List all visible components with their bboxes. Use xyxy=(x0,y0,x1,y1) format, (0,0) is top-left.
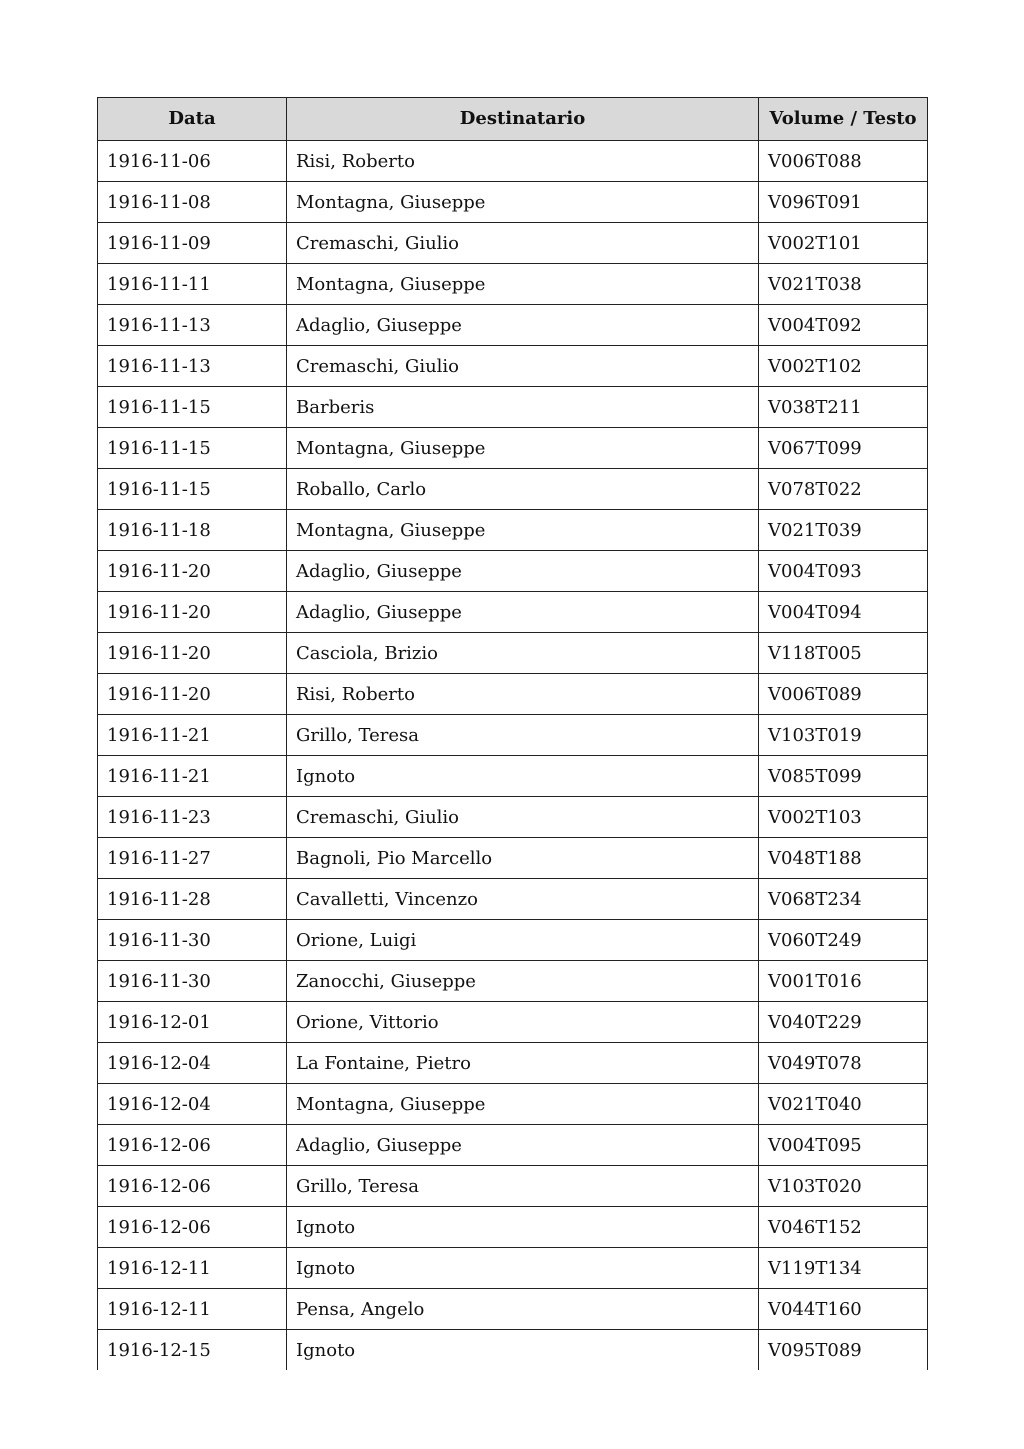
cell-date: 1916-11-08 xyxy=(98,182,287,223)
table-row xyxy=(98,961,928,1002)
cell-recipient: Ignoto xyxy=(287,1330,759,1371)
cell-recipient: Orione, Vittorio xyxy=(287,1002,759,1043)
cell-date: 1916-11-21 xyxy=(98,715,287,756)
cell-recipient: Roballo, Carlo xyxy=(287,469,759,510)
cell-volume-text: V118T005 xyxy=(759,633,928,674)
cell-date: 1916-11-11 xyxy=(98,264,287,305)
header-data: Data xyxy=(98,98,287,141)
table-row xyxy=(98,592,928,633)
cell-date: 1916-11-13 xyxy=(98,305,287,346)
cell-date: 1916-11-15 xyxy=(98,387,287,428)
cell-date: 1916-11-20 xyxy=(98,551,287,592)
cell-volume-text: V096T091 xyxy=(759,182,928,223)
table-row xyxy=(98,1043,928,1084)
cell-recipient: Zanocchi, Giuseppe xyxy=(287,961,759,1002)
cell-volume-text: V103T019 xyxy=(759,715,928,756)
cell-volume-text: V046T152 xyxy=(759,1207,928,1248)
cell-date: 1916-11-06 xyxy=(98,141,287,182)
cell-recipient: Cremaschi, Giulio xyxy=(287,346,759,387)
cell-volume-text: V021T039 xyxy=(759,510,928,551)
table-row xyxy=(98,1084,928,1125)
table-row xyxy=(98,387,928,428)
table-body xyxy=(98,141,928,1371)
table-row xyxy=(98,1330,928,1371)
cell-date: 1916-11-15 xyxy=(98,469,287,510)
cell-date: 1916-11-30 xyxy=(98,920,287,961)
cell-date: 1916-12-04 xyxy=(98,1084,287,1125)
table-row xyxy=(98,674,928,715)
header-volume-testo: Volume / Testo xyxy=(759,98,928,141)
cell-volume-text: V060T249 xyxy=(759,920,928,961)
cell-recipient: Risi, Roberto xyxy=(287,141,759,182)
cell-recipient: La Fontaine, Pietro xyxy=(287,1043,759,1084)
cell-volume-text: V095T089 xyxy=(759,1330,928,1371)
cell-recipient: Montagna, Giuseppe xyxy=(287,182,759,223)
cell-volume-text: V002T102 xyxy=(759,346,928,387)
cell-recipient: Pensa, Angelo xyxy=(287,1289,759,1330)
header-row xyxy=(98,98,928,141)
cell-recipient: Cremaschi, Giulio xyxy=(287,797,759,838)
table-row xyxy=(98,879,928,920)
cell-volume-text: V006T088 xyxy=(759,141,928,182)
cell-date: 1916-11-23 xyxy=(98,797,287,838)
cell-date: 1916-12-06 xyxy=(98,1207,287,1248)
table-row xyxy=(98,1166,928,1207)
cell-recipient: Risi, Roberto xyxy=(287,674,759,715)
table-row xyxy=(98,1002,928,1043)
cell-recipient: Ignoto xyxy=(287,1207,759,1248)
cell-date: 1916-11-21 xyxy=(98,756,287,797)
cell-date: 1916-11-27 xyxy=(98,838,287,879)
table-row xyxy=(98,1125,928,1166)
cell-volume-text: V048T188 xyxy=(759,838,928,879)
cell-recipient: Grillo, Teresa xyxy=(287,715,759,756)
table-row xyxy=(98,633,928,674)
table-row xyxy=(98,510,928,551)
table-row xyxy=(98,223,928,264)
cell-volume-text: V021T038 xyxy=(759,264,928,305)
cell-date: 1916-11-13 xyxy=(98,346,287,387)
cell-volume-text: V049T078 xyxy=(759,1043,928,1084)
table-header xyxy=(98,98,928,141)
cell-volume-text: V085T099 xyxy=(759,756,928,797)
cell-volume-text: V004T093 xyxy=(759,551,928,592)
cell-recipient: Cavalletti, Vincenzo xyxy=(287,879,759,920)
table-row xyxy=(98,756,928,797)
cell-volume-text: V068T234 xyxy=(759,879,928,920)
table-row xyxy=(98,428,928,469)
table-row xyxy=(98,551,928,592)
table-row xyxy=(98,346,928,387)
table-row xyxy=(98,141,928,182)
cell-date: 1916-11-30 xyxy=(98,961,287,1002)
table-row xyxy=(98,305,928,346)
cell-volume-text: V021T040 xyxy=(759,1084,928,1125)
cell-date: 1916-11-28 xyxy=(98,879,287,920)
cell-recipient: Adaglio, Giuseppe xyxy=(287,551,759,592)
table-row xyxy=(98,838,928,879)
table-row xyxy=(98,1207,928,1248)
cell-date: 1916-12-04 xyxy=(98,1043,287,1084)
cell-volume-text: V004T094 xyxy=(759,592,928,633)
cell-recipient: Montagna, Giuseppe xyxy=(287,264,759,305)
cell-volume-text: V002T103 xyxy=(759,797,928,838)
cell-date: 1916-11-20 xyxy=(98,592,287,633)
table-row xyxy=(98,264,928,305)
cell-volume-text: V004T095 xyxy=(759,1125,928,1166)
cell-date: 1916-11-20 xyxy=(98,633,287,674)
cell-recipient: Barberis xyxy=(287,387,759,428)
table-row xyxy=(98,920,928,961)
cell-recipient: Ignoto xyxy=(287,756,759,797)
cell-recipient: Casciola, Brizio xyxy=(287,633,759,674)
cell-date: 1916-11-09 xyxy=(98,223,287,264)
cell-recipient: Grillo, Teresa xyxy=(287,1166,759,1207)
cell-date: 1916-11-15 xyxy=(98,428,287,469)
cell-volume-text: V119T134 xyxy=(759,1248,928,1289)
cell-recipient: Montagna, Giuseppe xyxy=(287,428,759,469)
cell-recipient: Montagna, Giuseppe xyxy=(287,1084,759,1125)
cell-recipient: Orione, Luigi xyxy=(287,920,759,961)
table-row xyxy=(98,715,928,756)
letters-table xyxy=(97,97,928,1370)
cell-date: 1916-11-20 xyxy=(98,674,287,715)
cell-volume-text: V038T211 xyxy=(759,387,928,428)
cell-date: 1916-12-11 xyxy=(98,1248,287,1289)
cell-recipient: Cremaschi, Giulio xyxy=(287,223,759,264)
table-row xyxy=(98,797,928,838)
table-row xyxy=(98,182,928,223)
cell-volume-text: V078T022 xyxy=(759,469,928,510)
cell-date: 1916-11-18 xyxy=(98,510,287,551)
cell-volume-text: V044T160 xyxy=(759,1289,928,1330)
cell-date: 1916-12-01 xyxy=(98,1002,287,1043)
cell-recipient: Adaglio, Giuseppe xyxy=(287,1125,759,1166)
cell-date: 1916-12-11 xyxy=(98,1289,287,1330)
table-row xyxy=(98,469,928,510)
cell-volume-text: V001T016 xyxy=(759,961,928,1002)
cell-date: 1916-12-15 xyxy=(98,1330,287,1371)
cell-volume-text: V002T101 xyxy=(759,223,928,264)
table-row xyxy=(98,1248,928,1289)
cell-date: 1916-12-06 xyxy=(98,1166,287,1207)
cell-date: 1916-12-06 xyxy=(98,1125,287,1166)
cell-volume-text: V006T089 xyxy=(759,674,928,715)
cell-volume-text: V103T020 xyxy=(759,1166,928,1207)
cell-volume-text: V040T229 xyxy=(759,1002,928,1043)
header-destinatario: Destinatario xyxy=(287,98,759,141)
cell-recipient: Adaglio, Giuseppe xyxy=(287,592,759,633)
cell-recipient: Bagnoli, Pio Marcello xyxy=(287,838,759,879)
cell-volume-text: V067T099 xyxy=(759,428,928,469)
cell-recipient: Adaglio, Giuseppe xyxy=(287,305,759,346)
cell-recipient: Montagna, Giuseppe xyxy=(287,510,759,551)
cell-recipient: Ignoto xyxy=(287,1248,759,1289)
table-row xyxy=(98,1289,928,1330)
cell-volume-text: V004T092 xyxy=(759,305,928,346)
